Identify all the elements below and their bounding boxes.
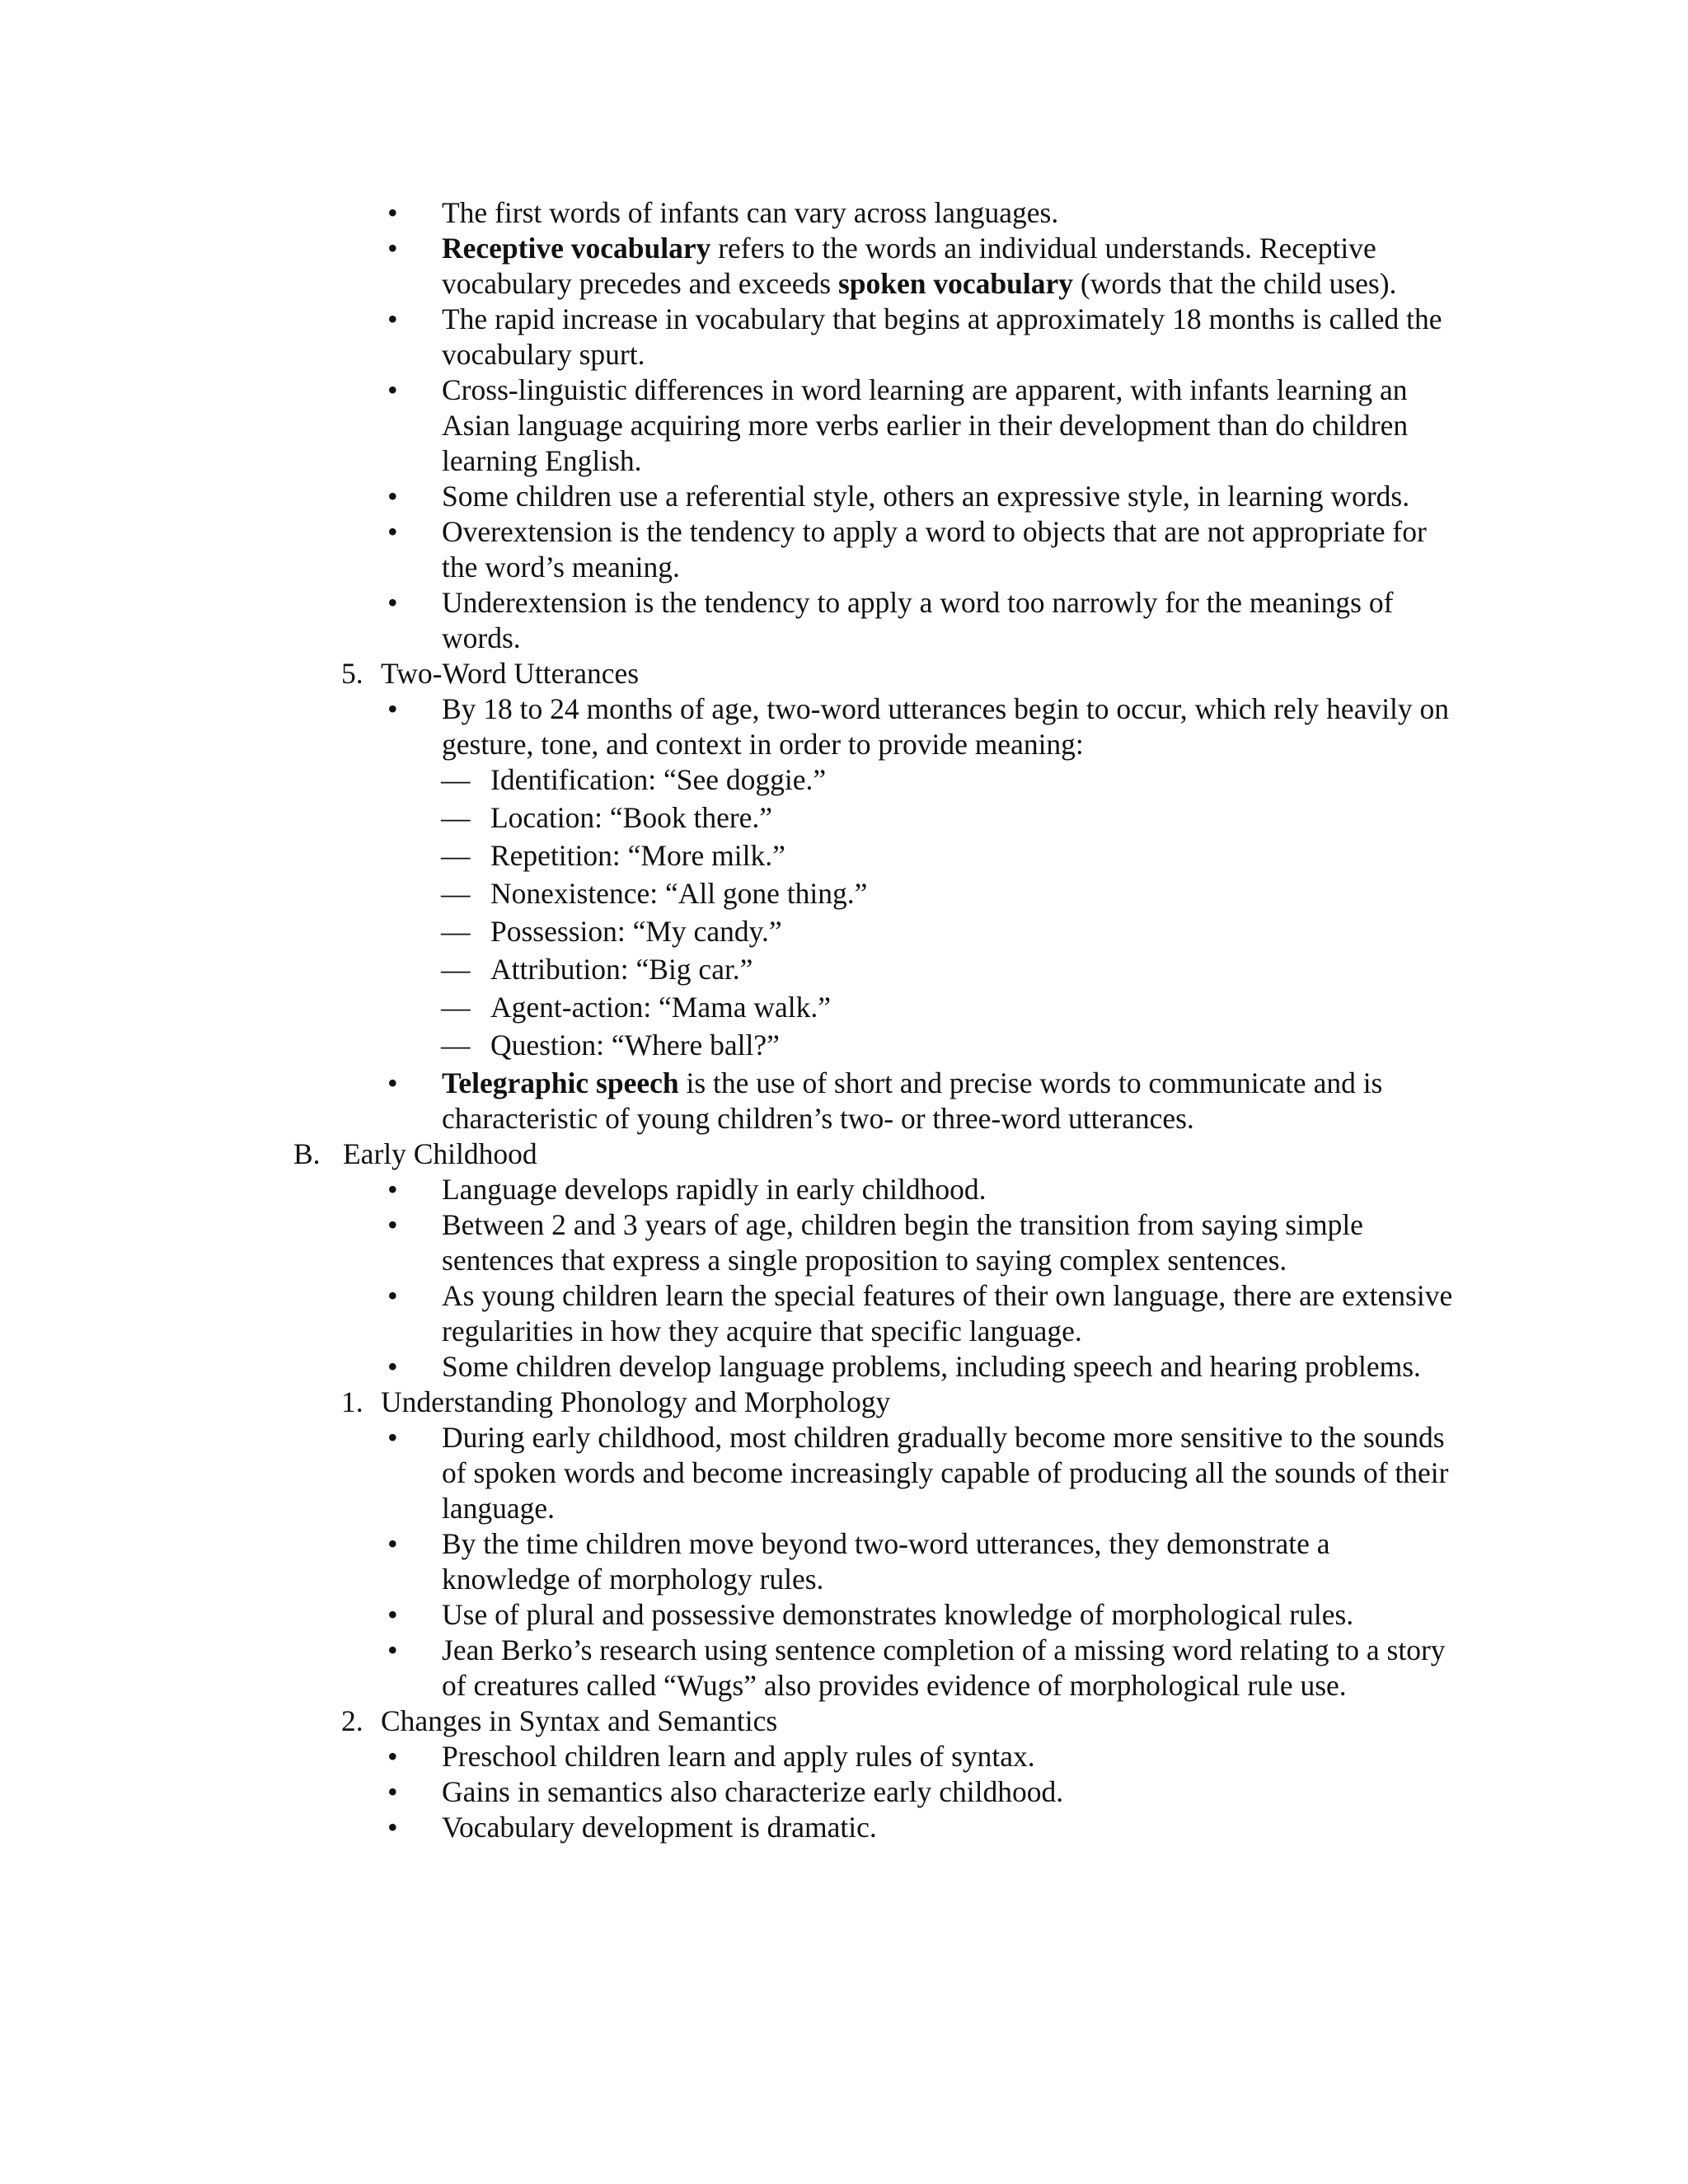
bullet-text: (words that the child uses). [1073,267,1397,300]
bullet-text: By the time children move beyond two-word utterances, they demonstrate a knowledge of morphology rules. [442,1527,1330,1596]
dash-item [0,838,1479,876]
list-item [0,1207,1464,1278]
subsection-heading-syntax-semantics [0,1704,1452,1739]
list-item [0,585,1464,656]
list-item [0,691,1464,762]
bullet-text: Preschool children learn and apply rules of syntax. [442,1740,1035,1773]
list-item [0,302,1464,373]
list-item [0,1278,1464,1349]
dash-item [0,952,1479,990]
bullet-text: is the use of short and precise words to communicate and is characteristic of young children’s two- or three-word utterances. [442,1066,1383,1135]
bullet-text: Some children develop language problems, including speech and hearing problems. [442,1350,1421,1383]
bullet-text: Overextension is the tendency to apply a word to objects that are not appropriate for the word’s meaning. [442,515,1427,583]
list-item [0,1774,1464,1810]
bullet-text: Gains in semantics also characterize early childhood. [442,1775,1064,1808]
list-item [0,1526,1464,1597]
list-item [0,514,1464,585]
term-receptive-vocabulary: Receptive vocabulary [442,232,711,265]
bullet-text: Between 2 and 3 years of age, children begin the transition from saying simple sentences that express a single proposition to saying complex sentences. [442,1208,1363,1277]
list-item [0,479,1464,514]
bullet-text: As young children learn the special features of their own language, there are extensive regularities in how they acquire that specific language. [442,1279,1453,1347]
bullet-text: Vocabulary development is dramatic. [442,1811,877,1844]
heading-number: 5. [341,657,363,690]
outline-content [0,195,1688,1845]
dash-text: Repetition: “More milk.” [490,839,785,872]
list-item [0,231,1464,302]
heading-number: 1. [341,1385,363,1418]
list-item [0,1349,1464,1385]
dash-text: Location: “Book there.” [490,801,773,834]
bullet-text: During early childhood, most children gradually become more sensitive to the sounds of spoken words and become increasingly capable of producing all the sounds of their language. [442,1421,1449,1525]
heading-number: 2. [341,1704,363,1737]
dash-text: Possession: “My candy.” [490,915,782,948]
dash-text: Agent-action: “Mama walk.” [490,991,832,1024]
section-heading-early-childhood [0,1137,1414,1172]
dash-text: Question: “Where ball?” [490,1029,780,1062]
term-telegraphic-speech: Telegraphic speech [442,1066,679,1099]
dash-text: Attribution: “Big car.” [490,953,753,986]
bullet-text: refers to the words an individual understands. Receptive vocabulary precedes and exceeds [442,232,1376,300]
bullet-text: Language develops rapidly in early childhood. [442,1173,987,1206]
list-item [0,1739,1464,1774]
dash-item [0,876,1479,914]
list-item [0,1597,1464,1633]
dash-text: Identification: “See doggie.” [490,763,827,796]
bullet-text: By 18 to 24 months of age, two-word utterances begin to occur, which rely heavily on gesture, tone, and context in order to provide meaning: [442,692,1450,761]
dash-item [0,800,1479,838]
subsection-heading-phonology-morphology [0,1385,1452,1420]
list-item [0,195,1464,231]
section-title: Early Childhood [343,1137,537,1170]
heading-title: Two-Word Utterances [381,657,640,690]
bullet-text: The first words of infants can vary across languages. [442,196,1059,229]
section-letter: B. [293,1137,321,1170]
list-item [0,1633,1464,1704]
heading-title: Understanding Phonology and Morphology [381,1385,891,1418]
bullet-text: Cross-linguistic differences in word learning are apparent, with infants learning an Asian language acquiring more verbs earlier in their development than do children learning English. [442,373,1409,477]
dash-item [0,762,1479,800]
list-item [0,1420,1464,1526]
dash-text: Nonexistence: “All gone thing.” [490,877,868,910]
dash-item [0,990,1479,1028]
heading-title: Changes in Syntax and Semantics [381,1704,778,1737]
list-item [0,1172,1464,1207]
bullet-text: Some children use a referential style, others an expressive style, in learning words. [442,480,1410,513]
bullet-text: Underextension is the tendency to apply a word too narrowly for the meanings of words. [442,586,1394,654]
bullet-text: Jean Berko’s research using sentence completion of a missing word relating to a story of creatures called “Wugs” also provides evidence of morphological rule use. [442,1633,1446,1702]
dash-item [0,1028,1479,1066]
dash-item [0,914,1479,952]
term-spoken-vocabulary: spoken vocabulary [837,267,1074,300]
subsection-heading-two-word-utterances [0,656,1452,691]
bullet-text: Use of plural and possessive demonstrates knowledge of morphological rules. [442,1598,1354,1631]
list-item [0,1810,1464,1845]
bullet-text: The rapid increase in vocabulary that begins at approximately 18 months is called the vocabulary spurt. [442,302,1442,371]
list-item [0,373,1464,479]
list-item [0,1066,1464,1137]
